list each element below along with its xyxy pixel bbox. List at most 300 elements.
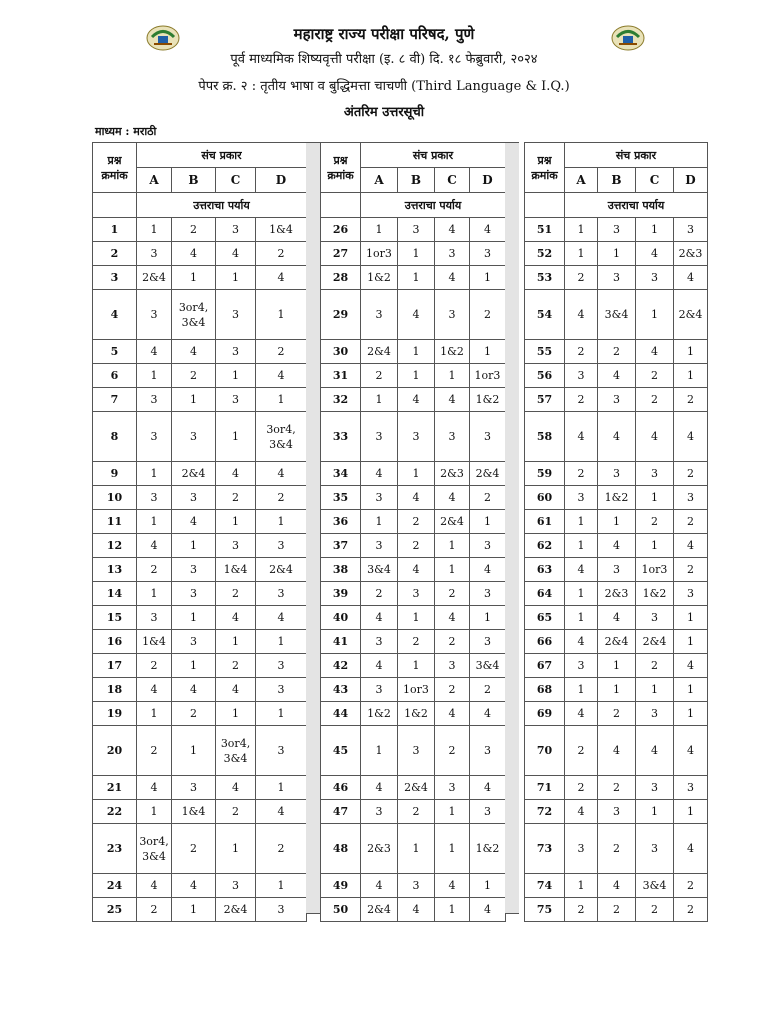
answer-cell-a: 3 [137, 412, 172, 462]
question-number: 52 [525, 242, 565, 266]
answer-cell-c: 2 [435, 630, 470, 654]
answer-cell-b: 4 [398, 290, 435, 340]
answer-cell-b: 1 [398, 462, 435, 486]
set-c-header: C [216, 168, 256, 193]
question-number: 70 [525, 726, 565, 776]
answer-cell-d: 3 [470, 242, 506, 266]
answer-cell-c: 1 [636, 800, 674, 824]
table-row [93, 412, 307, 462]
question-number: 42 [321, 654, 361, 678]
answer-cell-d: 1 [470, 266, 506, 290]
answer-cell-b: 3 [598, 218, 636, 242]
table-row [93, 630, 307, 654]
set-a-header: A [137, 168, 172, 193]
question-number: 44 [321, 702, 361, 726]
answer-cell-a: 3 [565, 364, 598, 388]
answer-cell-d: 1 [256, 388, 307, 412]
answer-cell-a: 4 [565, 800, 598, 824]
set-b-header: B [398, 168, 435, 193]
table-row [321, 702, 506, 726]
answer-cell-c: 1 [216, 364, 256, 388]
answer-cell-b: 2 [598, 824, 636, 874]
question-number: 71 [525, 776, 565, 800]
answer-cell-d: 3 [256, 654, 307, 678]
question-number: 63 [525, 558, 565, 582]
answer-option-header: उत्तराचा पर्याय [137, 193, 307, 218]
question-number: 19 [93, 702, 137, 726]
answer-cell-a: 4 [565, 290, 598, 340]
table-row [321, 606, 506, 630]
question-number: 36 [321, 510, 361, 534]
medium-label: माध्यम : मराठी [95, 125, 157, 138]
answer-cell-c: 3 [435, 654, 470, 678]
answer-cell-a: 2&4 [361, 340, 398, 364]
answer-cell-d: 2 [674, 558, 708, 582]
question-number: 15 [93, 606, 137, 630]
answer-cell-a: 1 [565, 534, 598, 558]
answer-cell-d: 2&4 [674, 290, 708, 340]
answer-cell-c: 1 [435, 898, 470, 922]
answer-cell-b: 1 [398, 606, 435, 630]
answer-cell-d: 3 [470, 726, 506, 776]
answer-cell-c: 1&4 [216, 558, 256, 582]
answer-cell-c: 2 [636, 898, 674, 922]
answer-cell-a: 2 [137, 654, 172, 678]
answer-cell-c: 2&4 [216, 898, 256, 922]
table-row [525, 510, 708, 534]
question-number: 31 [321, 364, 361, 388]
table-row [321, 218, 506, 242]
answer-cell-b: 4 [598, 874, 636, 898]
answer-cell-a: 4 [565, 558, 598, 582]
table-row [93, 218, 307, 242]
answer-cell-d: 3 [256, 534, 307, 558]
question-number: 20 [93, 726, 137, 776]
answer-cell-b: 3 [598, 800, 636, 824]
answer-cell-a: 2 [565, 266, 598, 290]
answer-cell-a: 1 [361, 510, 398, 534]
answer-cell-d: 1 [256, 874, 307, 898]
answer-cell-c: 1 [435, 558, 470, 582]
question-number: 18 [93, 678, 137, 702]
table-row [321, 630, 506, 654]
question-number: 8 [93, 412, 137, 462]
answer-cell-b: 1 [598, 242, 636, 266]
table-row [525, 874, 708, 898]
question-number: 6 [93, 364, 137, 388]
answer-cell-c: 3 [216, 218, 256, 242]
table-row [321, 654, 506, 678]
answer-cell-d: 2 [674, 388, 708, 412]
answer-cell-b: 4 [598, 364, 636, 388]
table-row [525, 290, 708, 340]
question-number: 25 [93, 898, 137, 922]
answer-cell-b: 2 [598, 340, 636, 364]
answer-cell-b: 2&3 [598, 582, 636, 606]
answer-cell-a: 1 [137, 218, 172, 242]
number-label: क्रमांक [101, 168, 128, 182]
answer-cell-a: 3&4 [361, 558, 398, 582]
question-number: 61 [525, 510, 565, 534]
answer-cell-c: 3 [216, 534, 256, 558]
question-number: 53 [525, 266, 565, 290]
table-row [321, 510, 506, 534]
table-row [321, 898, 506, 922]
question-number: 27 [321, 242, 361, 266]
answer-cell-a: 1 [565, 218, 598, 242]
number-label: क्रमांक [531, 168, 558, 182]
table-row [525, 388, 708, 412]
question-number: 67 [525, 654, 565, 678]
answer-cell-b: 3or4, 3&4 [172, 290, 216, 340]
table-row [93, 364, 307, 388]
set-b-header: B [172, 168, 216, 193]
answer-cell-b: 3 [598, 462, 636, 486]
answer-cell-a: 1 [565, 582, 598, 606]
answer-cell-a: 1 [565, 606, 598, 630]
answer-cell-c: 4 [435, 874, 470, 898]
answer-cell-b: 1 [172, 534, 216, 558]
answer-cell-d: 3 [470, 630, 506, 654]
answer-cell-b: 2 [598, 898, 636, 922]
answer-cell-c: 2 [216, 582, 256, 606]
answer-cell-a: 4 [137, 776, 172, 800]
answer-cell-c: 2 [216, 486, 256, 510]
set-type-header: संच प्रकार [137, 143, 307, 168]
answer-cell-c: 3or4, 3&4 [216, 726, 256, 776]
table-row [93, 726, 307, 776]
table-row [321, 266, 506, 290]
answer-cell-d: 1or3 [470, 364, 506, 388]
answer-cell-a: 2&3 [361, 824, 398, 874]
answer-cell-b: 4 [398, 486, 435, 510]
paper-title: पेपर क्र. २ : तृतीय भाषा व बुद्धिमत्ता चाचणी (Third Language & I.Q.) [198, 79, 570, 94]
table-row [321, 364, 506, 388]
answer-cell-a: 3 [137, 486, 172, 510]
answer-cell-b: 1 [172, 654, 216, 678]
answer-cell-a: 2 [565, 726, 598, 776]
answer-cell-a: 2 [565, 898, 598, 922]
answer-cell-a: 3 [565, 486, 598, 510]
answer-table-1 [92, 142, 307, 922]
table-row [321, 412, 506, 462]
table-row [525, 218, 708, 242]
question-number: 35 [321, 486, 361, 510]
question-number: 3 [93, 266, 137, 290]
answer-cell-a: 3 [565, 654, 598, 678]
answer-cell-a: 1 [361, 726, 398, 776]
question-number: 22 [93, 800, 137, 824]
table-row [93, 534, 307, 558]
table-row [93, 266, 307, 290]
answer-cell-d: 4 [470, 558, 506, 582]
answer-cell-a: 3 [361, 800, 398, 824]
question-number: 45 [321, 726, 361, 776]
question-number: 58 [525, 412, 565, 462]
answer-cell-d: 3 [256, 678, 307, 702]
answer-cell-a: 4 [137, 874, 172, 898]
answer-cell-d: 4 [674, 534, 708, 558]
answer-cell-c: 2 [435, 582, 470, 606]
blank-header-cell [525, 193, 565, 218]
answer-cell-c: 3 [636, 462, 674, 486]
answer-cell-d: 1 [256, 776, 307, 800]
table-row [321, 242, 506, 266]
answer-cell-a: 3 [137, 242, 172, 266]
answer-cell-d: 3 [674, 218, 708, 242]
question-number: 1 [93, 218, 137, 242]
table-row [525, 654, 708, 678]
answer-cell-c: 1 [636, 486, 674, 510]
answer-cell-a: 2 [565, 388, 598, 412]
answer-cell-a: 1&4 [137, 630, 172, 654]
answer-cell-d: 3 [470, 534, 506, 558]
answer-cell-b: 4 [598, 412, 636, 462]
answer-cell-b: 3 [398, 218, 435, 242]
answer-cell-b: 4 [172, 340, 216, 364]
answer-cell-b: 2 [172, 218, 216, 242]
table-row [525, 462, 708, 486]
question-number: 56 [525, 364, 565, 388]
answer-cell-b: 2 [172, 824, 216, 874]
answer-cell-d: 4 [470, 218, 506, 242]
answer-cell-c: 4 [216, 678, 256, 702]
question-number: 43 [321, 678, 361, 702]
answer-cell-b: 1 [172, 898, 216, 922]
table-row [525, 776, 708, 800]
answer-cell-c: 4 [216, 606, 256, 630]
question-number: 60 [525, 486, 565, 510]
question-number: 7 [93, 388, 137, 412]
table-row [525, 824, 708, 874]
answer-cell-b: 1 [598, 678, 636, 702]
answer-cell-b: 2 [398, 800, 435, 824]
answer-cell-b: 3 [398, 582, 435, 606]
answer-cell-d: 2&4 [256, 558, 307, 582]
answer-key-title: अंतरिम उत्तरसूची [343, 105, 425, 120]
answer-cell-a: 3 [137, 606, 172, 630]
answer-cell-d: 2 [674, 874, 708, 898]
answer-cell-d: 2 [674, 510, 708, 534]
answer-cell-c: 3&4 [636, 874, 674, 898]
answer-cell-d: 2&4 [470, 462, 506, 486]
answer-cell-d: 4 [674, 412, 708, 462]
answer-cell-d: 1 [470, 874, 506, 898]
answer-cell-a: 4 [565, 412, 598, 462]
answer-cell-d: 1 [256, 510, 307, 534]
set-type-header: संच प्रकार [361, 143, 506, 168]
table-row [525, 582, 708, 606]
set-type-header: संच प्रकार [565, 143, 708, 168]
answer-cell-a: 1 [137, 364, 172, 388]
answer-cell-d: 2 [470, 290, 506, 340]
answer-cell-b: 2 [398, 534, 435, 558]
answer-cell-c: 4 [435, 486, 470, 510]
answer-cell-d: 4 [674, 726, 708, 776]
question-number: 47 [321, 800, 361, 824]
answer-cell-c: 4 [435, 388, 470, 412]
answer-table-2 [320, 142, 506, 922]
set-d-header: D [470, 168, 506, 193]
answer-cell-a: 3 [361, 412, 398, 462]
answer-cell-c: 1 [216, 702, 256, 726]
number-label: क्रमांक [327, 168, 354, 182]
answer-cell-b: 1 [172, 266, 216, 290]
question-number: 38 [321, 558, 361, 582]
answer-cell-d: 4 [256, 266, 307, 290]
answer-cell-d: 3 [470, 412, 506, 462]
question-number: 2 [93, 242, 137, 266]
answer-cell-d: 2 [256, 340, 307, 364]
question-number-header [321, 143, 361, 193]
answer-cell-a: 2 [361, 364, 398, 388]
answer-cell-b: 3 [398, 412, 435, 462]
answer-cell-c: 1 [216, 412, 256, 462]
answer-cell-b: 3 [598, 558, 636, 582]
answer-cell-a: 4 [137, 678, 172, 702]
table-row [93, 702, 307, 726]
answer-cell-a: 2&4 [137, 266, 172, 290]
answer-cell-c: 3 [435, 412, 470, 462]
question-number: 21 [93, 776, 137, 800]
answer-cell-c: 2 [636, 364, 674, 388]
table-row [321, 726, 506, 776]
answer-cell-a: 3 [361, 290, 398, 340]
answer-cell-a: 4 [361, 606, 398, 630]
table-row [321, 534, 506, 558]
table-row [525, 340, 708, 364]
set-d-header: D [674, 168, 708, 193]
set-c-header: C [435, 168, 470, 193]
blank-header-cell [93, 193, 137, 218]
answer-cell-d: 3 [674, 486, 708, 510]
answer-cell-b: 3 [398, 726, 435, 776]
question-number: 68 [525, 678, 565, 702]
table-row [525, 534, 708, 558]
answer-cell-c: 1 [216, 510, 256, 534]
table-row [321, 340, 506, 364]
answer-cell-d: 3 [470, 582, 506, 606]
answer-cell-b: 1 [398, 340, 435, 364]
answer-cell-d: 1 [256, 630, 307, 654]
answer-cell-b: 1 [398, 824, 435, 874]
answer-cell-c: 4 [636, 726, 674, 776]
table-row [93, 824, 307, 874]
answer-cell-d: 4 [674, 824, 708, 874]
question-number: 26 [321, 218, 361, 242]
table-row [93, 606, 307, 630]
answer-cell-d: 2 [470, 486, 506, 510]
table-row [321, 800, 506, 824]
answer-cell-b: 2 [398, 510, 435, 534]
answer-cell-d: 3 [470, 800, 506, 824]
answer-cell-a: 3or4, 3&4 [137, 824, 172, 874]
table-row [525, 486, 708, 510]
table-row [321, 558, 506, 582]
answer-cell-a: 2&4 [361, 898, 398, 922]
answer-cell-a: 4 [361, 776, 398, 800]
table-row [93, 290, 307, 340]
table-row [93, 388, 307, 412]
answer-cell-d: 3or4, 3&4 [256, 412, 307, 462]
question-number: 34 [321, 462, 361, 486]
table-row [321, 678, 506, 702]
answer-cell-d: 4 [470, 702, 506, 726]
table-row [93, 582, 307, 606]
answer-cell-c: 1 [636, 218, 674, 242]
table-row [525, 800, 708, 824]
answer-cell-b: 3 [172, 630, 216, 654]
answer-cell-d: 1&2 [470, 824, 506, 874]
table-row [525, 898, 708, 922]
answer-cell-c: 2&4 [435, 510, 470, 534]
answer-cell-d: 1 [674, 800, 708, 824]
answer-cell-d: 3&4 [470, 654, 506, 678]
question-number: 33 [321, 412, 361, 462]
question-number: 74 [525, 874, 565, 898]
answer-cell-c: 3 [636, 266, 674, 290]
set-d-header: D [256, 168, 307, 193]
table-row [93, 558, 307, 582]
answer-cell-a: 3 [361, 486, 398, 510]
table-row [93, 800, 307, 824]
answer-cell-d: 2 [674, 462, 708, 486]
answer-cell-c: 4 [216, 462, 256, 486]
question-number: 55 [525, 340, 565, 364]
answer-cell-b: 4 [172, 874, 216, 898]
table-row [321, 582, 506, 606]
answer-cell-b: 3 [172, 486, 216, 510]
answer-cell-b: 1 [398, 266, 435, 290]
answer-cell-b: 1 [398, 242, 435, 266]
answer-cell-b: 2 [172, 364, 216, 388]
question-number: 65 [525, 606, 565, 630]
question-number: 62 [525, 534, 565, 558]
question-number: 14 [93, 582, 137, 606]
answer-cell-d: 3 [256, 898, 307, 922]
answer-cell-d: 1 [674, 630, 708, 654]
question-number: 28 [321, 266, 361, 290]
answer-cell-c: 3 [435, 290, 470, 340]
answer-option-header: उत्तराचा पर्याय [361, 193, 506, 218]
answer-cell-d: 2 [256, 824, 307, 874]
table-row [93, 340, 307, 364]
answer-cell-d: 4 [470, 898, 506, 922]
answer-cell-a: 4 [361, 462, 398, 486]
answer-cell-c: 2 [636, 510, 674, 534]
answer-cell-d: 3 [674, 582, 708, 606]
question-number: 5 [93, 340, 137, 364]
answer-cell-b: 3 [172, 776, 216, 800]
answer-cell-b: 1&2 [398, 702, 435, 726]
answer-cell-c: 4 [435, 702, 470, 726]
answer-cell-b: 1 [598, 654, 636, 678]
answer-cell-c: 4 [636, 340, 674, 364]
answer-cell-a: 1 [361, 218, 398, 242]
answer-cell-b: 4 [172, 242, 216, 266]
answer-cell-c: 3 [636, 776, 674, 800]
question-label: प्रश्न [537, 153, 552, 167]
answer-cell-b: 1 [172, 388, 216, 412]
answer-cell-b: 1 [172, 726, 216, 776]
question-number: 46 [321, 776, 361, 800]
answer-cell-a: 2 [361, 582, 398, 606]
answer-cell-d: 3 [256, 582, 307, 606]
answer-cell-d: 1&4 [256, 218, 307, 242]
table-divider [505, 142, 519, 914]
table-row [525, 630, 708, 654]
table-row [93, 678, 307, 702]
